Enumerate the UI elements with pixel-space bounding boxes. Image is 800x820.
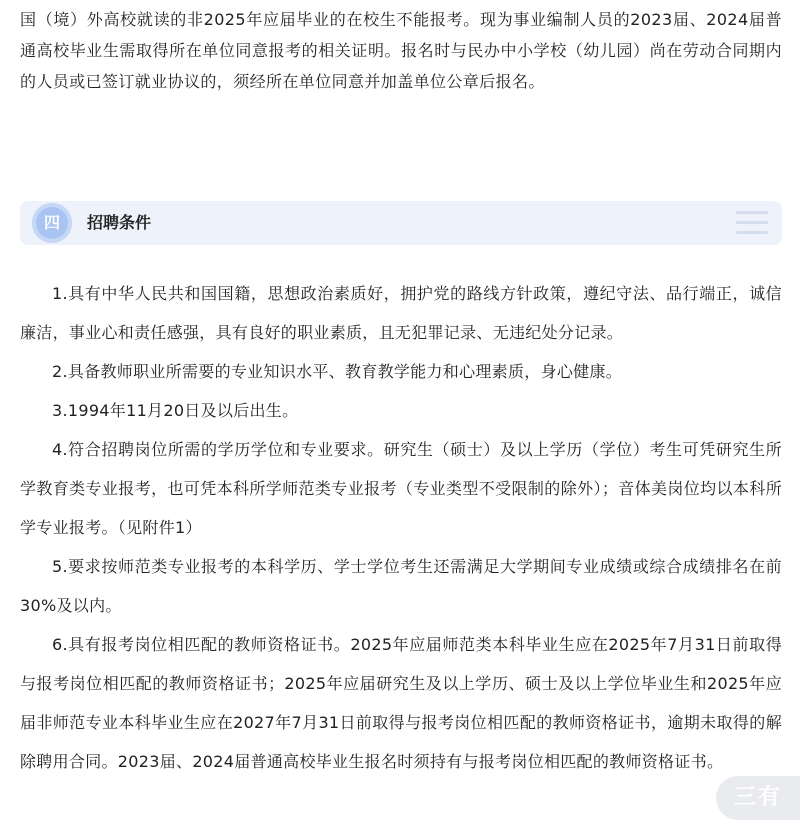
condition-item-4: 4.符合招聘岗位所需的学历学位和专业要求。研究生（硕士）及以上学历（学位）考生可凭研究生所学教育类专业报考，也可凭本科所学师范类专业报考（专业类型不受限制的除外）；音体美岗位均以本科所学专业报考。（见附件1） — [20, 440, 782, 537]
menu-icon-line — [736, 231, 768, 234]
condition-item-6: 6.具有报考岗位相匹配的教师资格证书。2025年应届师范类本科毕业生应在2025年7月31日前取得与报考岗位相匹配的教师资格证书；2025年应届研究生及以上学历、硕士及以上学位毕业生和2025年应届非师范专业本科毕业生应在2027年7月31日前取得与报考岗位相匹配的教师资格证书，逾期未取得的解除聘用合同。2023届、2024届普通高校毕业生报名时须持有与报考岗位相匹配的教师资格证书。 — [20, 635, 782, 771]
condition-item-2: 2.具备教师职业所需要的专业知识水平、教育教学能力和心理素质，身心健康。 — [52, 362, 623, 381]
menu-icon-line — [736, 221, 768, 224]
intro-paragraph-container — [20, 0, 782, 97]
intro-section — [20, 0, 782, 97]
section-title: 招聘条件 — [87, 213, 152, 232]
condition-item-1: 1.具有中华人民共和国国籍，思想政治素质好，拥护党的路线方针政策，遵纪守法、品行端正，诚信廉洁，事业心和责任感强，具有良好的职业素质，且无犯罪记录、无违纪处分记录。 — [20, 284, 782, 342]
menu-icon-line — [736, 211, 768, 214]
condition-item-3: 3.1994年11月20日及以后出生。 — [52, 401, 299, 420]
condition-item-5: 5.要求按师范类专业报考的本科学历、学士学位考生还需满足大学期间专业成绩或综合成绩排名在前30%及以内。 — [20, 557, 782, 615]
menu-icon[interactable] — [736, 211, 768, 235]
conditions-list — [20, 274, 782, 781]
section-header-recruitment-conditions — [20, 201, 782, 245]
section-number-badge: 四 — [32, 203, 72, 243]
intro-paragraph: 国（境）外高校就读的非2025年应届毕业的在校生不能报考。现为事业编制人员的2023届、2024届普通高校毕业生需取得所在单位同意报考的相关证明。报名时与民办中小学校（幼儿园）尚在劳动合同期内的人员或已签订就业协议的，须经所在单位同意并加盖单位公章后报名。 — [20, 10, 782, 91]
watermark-logo: 三有 — [716, 776, 800, 820]
